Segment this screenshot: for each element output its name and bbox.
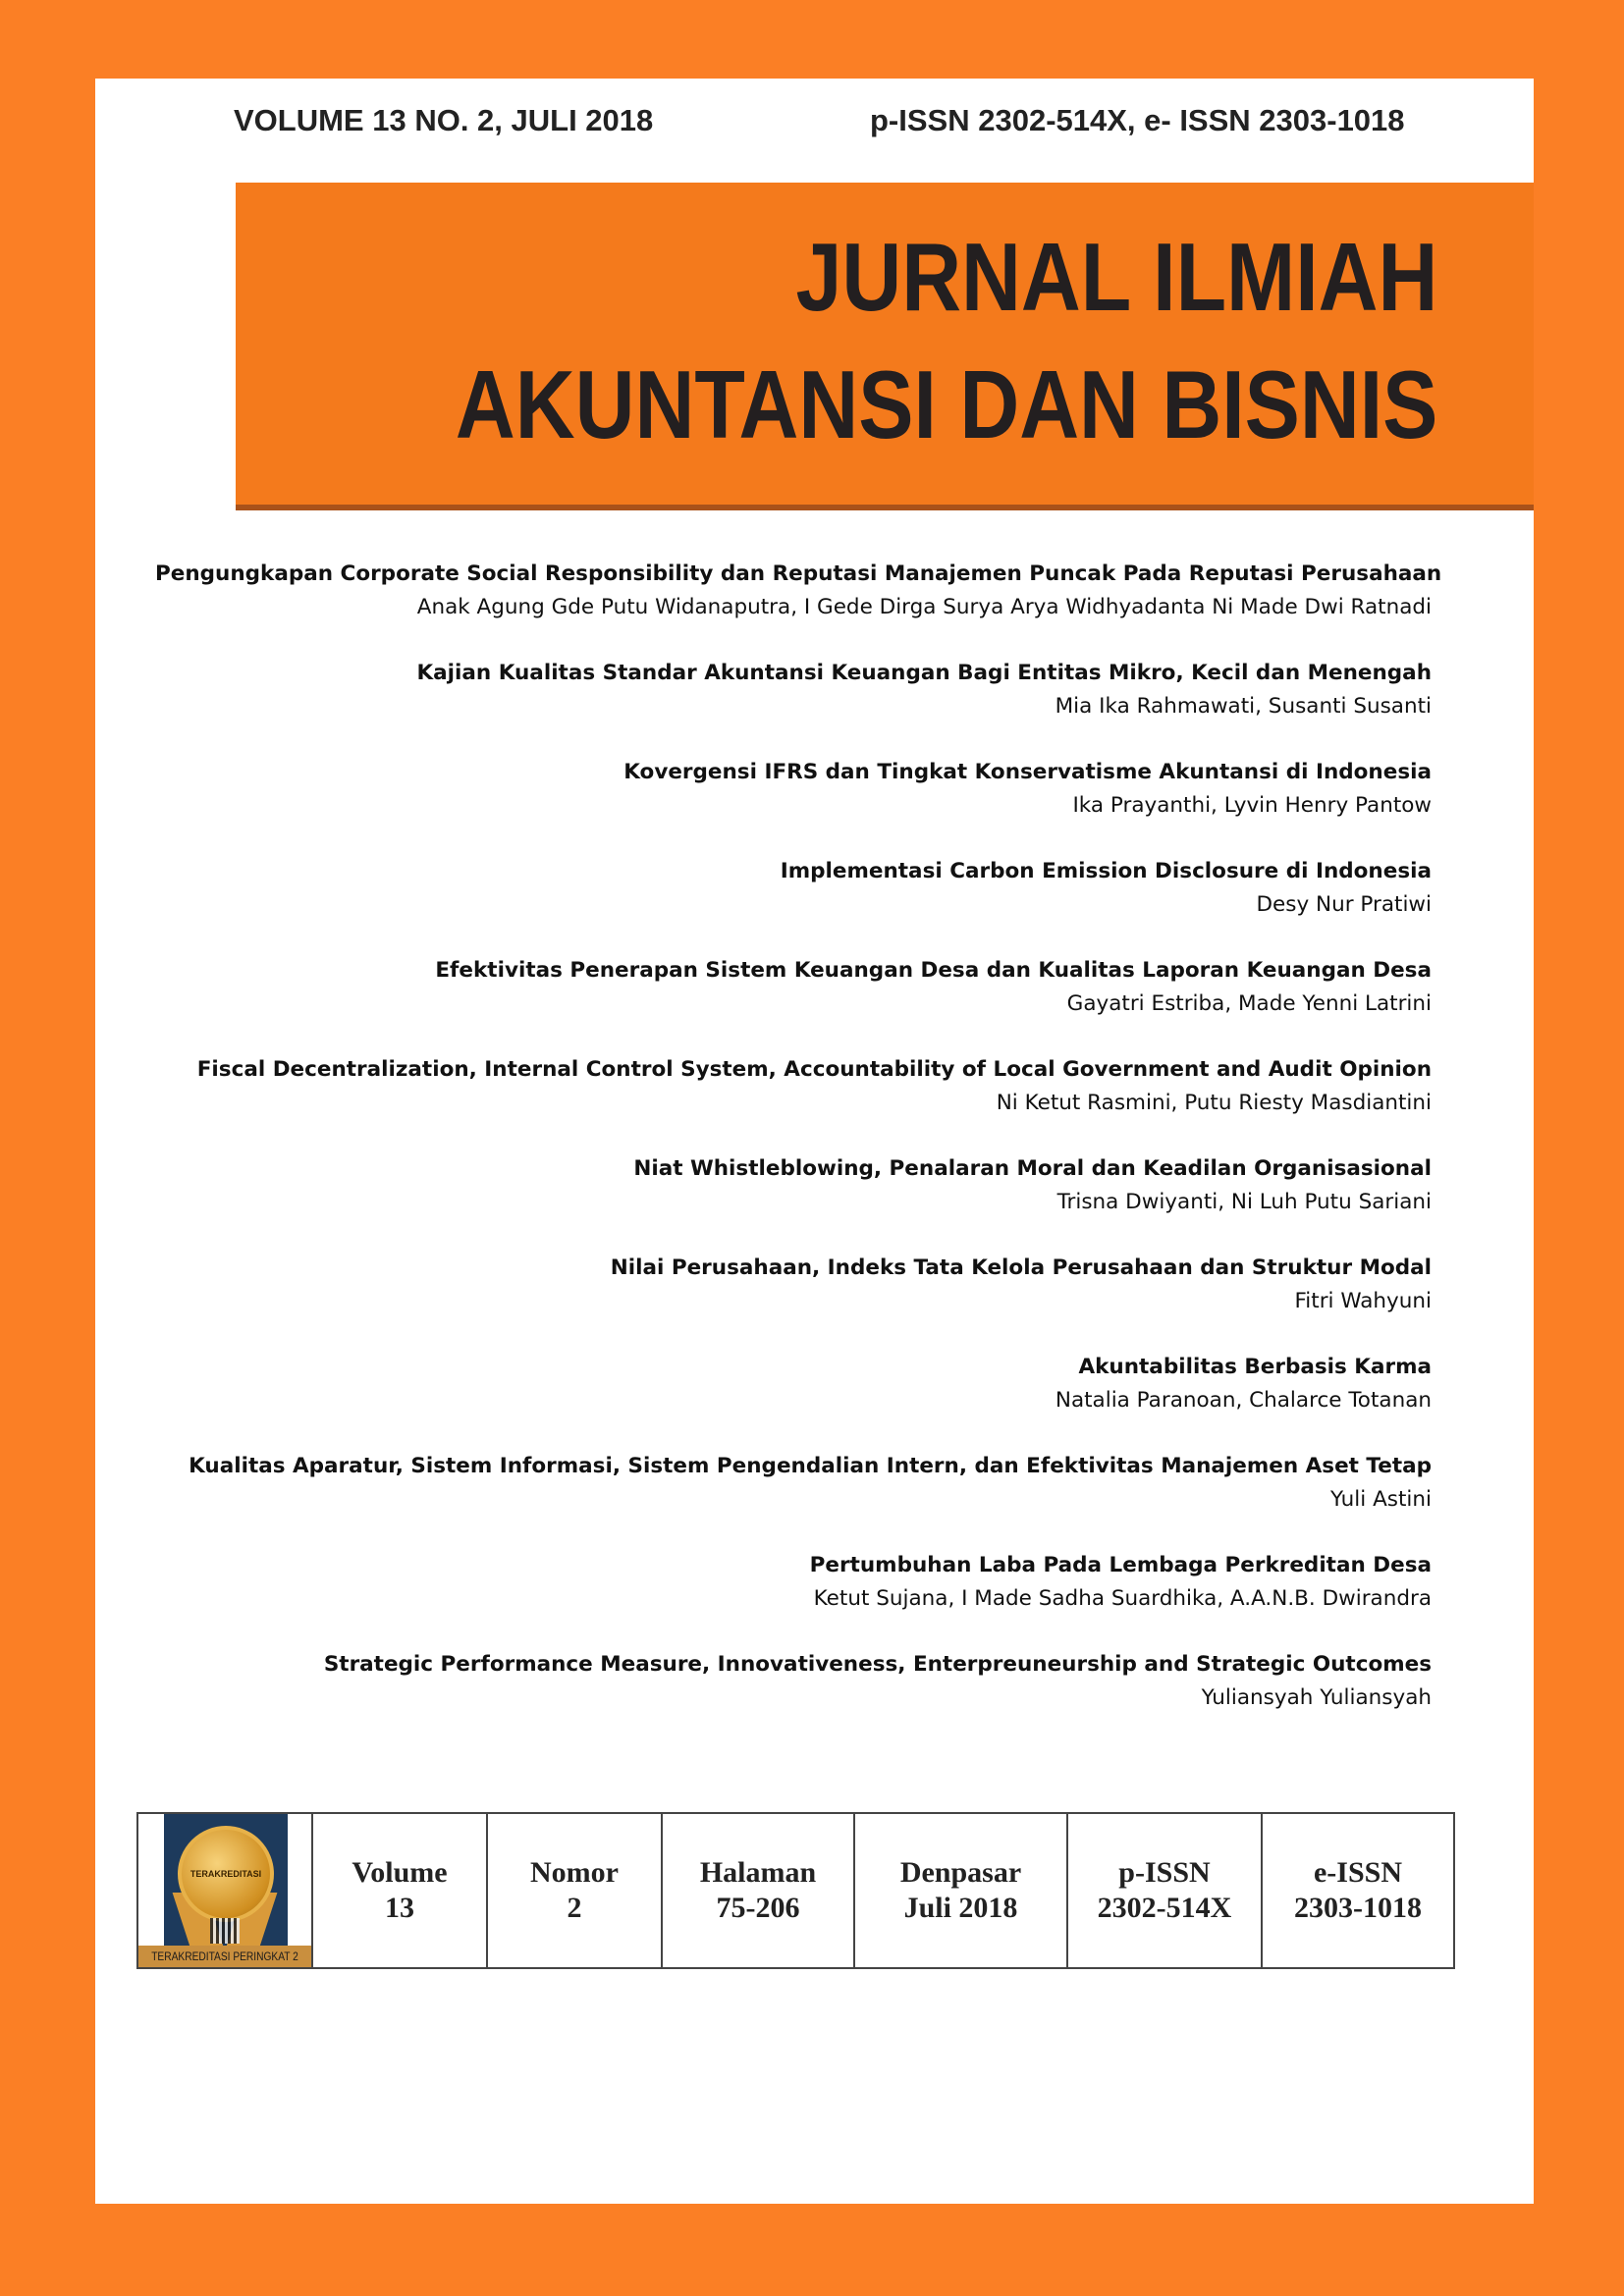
article-entry: [155, 657, 1432, 723]
article-authors: Yuliansyah Yuliansyah: [1201, 1685, 1432, 1710]
article-entry: [155, 1351, 1432, 1417]
article-title: Strategic Performance Measure, Innovativeness, Enterpreuneurship and Strategic Outcomes: [323, 1652, 1432, 1677]
medal-label: TERAKREDITASI: [189, 1869, 262, 1879]
volume-cell: [312, 1813, 487, 1968]
eissn-cell: [1262, 1813, 1454, 1968]
table-of-contents: [155, 558, 1442, 1747]
article-title: Kajian Kualitas Standar Akuntansi Keuangan Bagi Entitas Mikro, Kecil dan Menengah: [416, 661, 1432, 685]
nomor-cell: [487, 1813, 662, 1968]
city-label: Denpasar: [899, 1856, 1022, 1889]
publication-info-table: [136, 1812, 1455, 1969]
article-entry: [155, 1549, 1432, 1616]
article-title: Nilai Perusahaan, Indeks Tata Kelola Perusahaan dan Struktur Modal: [610, 1255, 1432, 1280]
accreditation-rank-label: TERAKREDITASI PERINGKAT 2: [151, 1949, 298, 1963]
journal-title-banner: [236, 183, 1534, 510]
nomor-value: 2: [567, 1892, 582, 1924]
article-authors: Desy Nur Pratiwi: [1256, 892, 1432, 917]
article-title: Efektivitas Penerapan Sistem Keuangan Desa dan Kualitas Laporan Keuangan Desa: [435, 958, 1432, 983]
article-entry: [155, 1152, 1432, 1219]
article-authors: Ni Ketut Rasmini, Putu Riesty Masdiantini: [996, 1091, 1432, 1115]
article-authors: Natalia Paranoan, Chalarce Totanan: [1055, 1388, 1432, 1413]
eissn-label: e-ISSN: [1313, 1856, 1402, 1889]
article-authors: Mia Ika Rahmawati, Susanti Susanti: [1055, 694, 1432, 719]
article-authors: Yuli Astini: [1330, 1487, 1432, 1512]
pissn-value: 2302-514X: [1097, 1892, 1232, 1924]
article-title: Kualitas Aparatur, Sistem Informasi, Sistem Pengendalian Intern, dan Efektivitas Manajemen Aset Tetap: [189, 1454, 1432, 1478]
accreditation-strip: [138, 1946, 311, 1967]
issn-line: p-ISSN 2302-514X, e- ISSN 2303-1018: [870, 103, 1405, 137]
nomor-label: Nomor: [530, 1856, 619, 1889]
place-date-cell: [854, 1813, 1067, 1968]
article-entry: [155, 855, 1432, 922]
article-title: Kovergensi IFRS dan Tingkat Konservatisme Akuntansi di Indonesia: [623, 760, 1432, 784]
article-authors: Gayatri Estriba, Made Yenni Latrini: [1066, 991, 1432, 1016]
article-title: Pertumbuhan Laba Pada Lembaga Perkreditan Desa: [809, 1553, 1432, 1577]
article-authors: Trisna Dwiyanti, Ni Luh Putu Sariani: [1056, 1190, 1432, 1214]
medal-icon: [178, 1826, 274, 1922]
pissn-cell: [1067, 1813, 1262, 1968]
halaman-cell: [662, 1813, 854, 1968]
article-title: Niat Whistleblowing, Penalaran Moral dan Keadilan Organisasional: [633, 1156, 1432, 1181]
journal-title-line-1: JURNAL ILMIAH: [795, 223, 1437, 331]
journal-title-line-2: AKUNTANSI DAN BISNIS: [455, 350, 1437, 458]
article-entry: [155, 1450, 1432, 1517]
article-title: Pengungkapan Corporate Social Responsibility dan Reputasi Manajemen Puncak Pada Reputasi Perusahaan: [155, 561, 1442, 586]
volume-issue-line: VOLUME 13 NO. 2, JULI 2018: [234, 103, 654, 137]
article-authors: Ika Prayanthi, Lyvin Henry Pantow: [1072, 793, 1432, 818]
article-authors: Fitri Wahyuni: [1294, 1289, 1432, 1313]
pissn-label: p-ISSN: [1118, 1856, 1211, 1889]
article-authors: Ketut Sujana, I Made Sadha Suardhika, A.A.N.B. Dwirandra: [813, 1586, 1432, 1611]
article-entry: [155, 954, 1432, 1021]
article-entry: [155, 1252, 1432, 1318]
halaman-label: Halaman: [699, 1856, 817, 1889]
accreditation-medal-icon: [138, 1814, 311, 1967]
article-entry: [155, 1648, 1432, 1715]
eissn-value: 2303-1018: [1294, 1892, 1422, 1924]
info-row: [137, 1813, 1454, 1968]
article-entry: [155, 756, 1432, 823]
article-title: Implementasi Carbon Emission Disclosure di Indonesia: [780, 859, 1432, 883]
date-value: Juli 2018: [903, 1892, 1018, 1924]
halaman-value: 75-206: [716, 1892, 800, 1924]
volume-label: Volume: [352, 1856, 448, 1889]
article-authors: Anak Agung Gde Putu Widanaputra, I Gede Dirga Surya Arya Widhyadanta Ni Made Dwi Ratnadi: [416, 595, 1432, 619]
article-entry: [155, 558, 1442, 624]
article-title: Fiscal Decentralization, Internal Control System, Accountability of Local Government and Audit Opinion: [196, 1057, 1432, 1082]
volume-value: 13: [385, 1892, 414, 1924]
accreditation-badge-cell: [137, 1813, 312, 1968]
article-entry: [155, 1053, 1432, 1120]
article-title: Akuntabilitas Berbasis Karma: [1078, 1355, 1432, 1379]
